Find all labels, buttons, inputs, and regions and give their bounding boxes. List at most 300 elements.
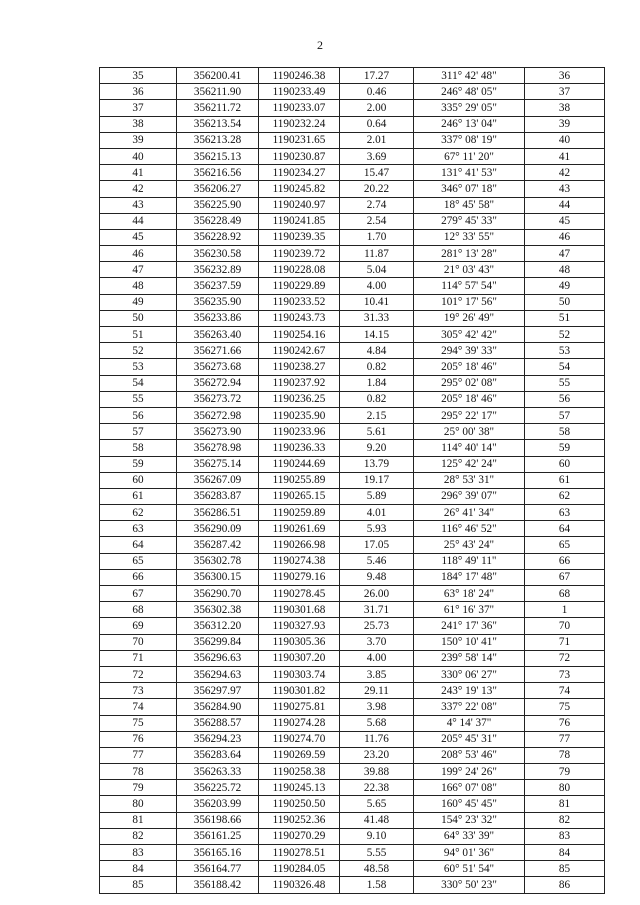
x-coordinate-cell: 356225.90: [177, 197, 259, 213]
point-number-cell: 64: [100, 537, 177, 553]
next-point-cell: 79: [525, 764, 605, 780]
next-point-cell: 53: [525, 343, 605, 359]
bearing-cell: 205° 18' 46": [414, 359, 525, 375]
y-coordinate-cell: 1190327.93: [259, 618, 340, 634]
next-point-cell: 40: [525, 132, 605, 148]
table-row: [100, 262, 605, 278]
bearing-cell: 131° 41' 53": [414, 165, 525, 181]
x-coordinate-cell: 356211.72: [177, 100, 259, 116]
distance-cell: 13.79: [340, 456, 414, 472]
distance-cell: 3.98: [340, 699, 414, 715]
table-row: [100, 586, 605, 602]
x-coordinate-cell: 356273.72: [177, 391, 259, 407]
distance-cell: 20.22: [340, 181, 414, 197]
x-coordinate-cell: 356300.15: [177, 569, 259, 585]
distance-cell: 48.58: [340, 861, 414, 877]
distance-cell: 29.11: [340, 683, 414, 699]
point-number-cell: 59: [100, 456, 177, 472]
y-coordinate-cell: 1190274.70: [259, 731, 340, 747]
table-row: [100, 505, 605, 521]
table-row: [100, 521, 605, 537]
x-coordinate-cell: 356294.63: [177, 666, 259, 682]
x-coordinate-cell: 356228.92: [177, 229, 259, 245]
next-point-cell: 56: [525, 391, 605, 407]
x-coordinate-cell: 356188.42: [177, 877, 259, 893]
distance-cell: 4.01: [340, 505, 414, 521]
table-row: [100, 116, 605, 132]
x-coordinate-cell: 356302.78: [177, 553, 259, 569]
distance-cell: 5.46: [340, 553, 414, 569]
point-number-cell: 67: [100, 586, 177, 602]
bearing-cell: 239° 58' 14": [414, 650, 525, 666]
next-point-cell: 37: [525, 84, 605, 100]
y-coordinate-cell: 1190301.68: [259, 602, 340, 618]
distance-cell: 5.61: [340, 424, 414, 440]
x-coordinate-cell: 356272.98: [177, 407, 259, 423]
distance-cell: 25.73: [340, 618, 414, 634]
distance-cell: 31.71: [340, 602, 414, 618]
table-row: [100, 424, 605, 440]
y-coordinate-cell: 1190275.81: [259, 699, 340, 715]
table-row: [100, 634, 605, 650]
y-coordinate-cell: 1190255.89: [259, 472, 340, 488]
distance-cell: 2.54: [340, 213, 414, 229]
bearing-cell: 160° 45' 45": [414, 796, 525, 812]
point-number-cell: 46: [100, 246, 177, 262]
next-point-cell: 75: [525, 699, 605, 715]
table-row: [100, 84, 605, 100]
next-point-cell: 48: [525, 262, 605, 278]
x-coordinate-cell: 356284.90: [177, 699, 259, 715]
table-row: [100, 165, 605, 181]
bearing-cell: 150° 10' 41": [414, 634, 525, 650]
table-row: [100, 666, 605, 682]
y-coordinate-cell: 1190278.45: [259, 586, 340, 602]
y-coordinate-cell: 1190254.16: [259, 327, 340, 343]
y-coordinate-cell: 1190326.48: [259, 877, 340, 893]
point-number-cell: 37: [100, 100, 177, 116]
bearing-cell: 335° 29' 05": [414, 100, 525, 116]
x-coordinate-cell: 356200.41: [177, 68, 259, 84]
point-number-cell: 44: [100, 213, 177, 229]
bearing-cell: 114° 40' 14": [414, 440, 525, 456]
x-coordinate-cell: 356235.90: [177, 294, 259, 310]
table-row: [100, 715, 605, 731]
y-coordinate-cell: 1190239.72: [259, 246, 340, 262]
bearing-cell: 330° 06' 27": [414, 666, 525, 682]
distance-cell: 4.00: [340, 278, 414, 294]
distance-cell: 0.82: [340, 359, 414, 375]
x-coordinate-cell: 356287.42: [177, 537, 259, 553]
table-row: [100, 456, 605, 472]
y-coordinate-cell: 1190232.24: [259, 116, 340, 132]
x-coordinate-cell: 356283.64: [177, 747, 259, 763]
next-point-cell: 82: [525, 812, 605, 828]
bearing-cell: 154° 23' 32": [414, 812, 525, 828]
y-coordinate-cell: 1190259.89: [259, 505, 340, 521]
bearing-cell: 311° 42' 48": [414, 68, 525, 84]
table-row: [100, 343, 605, 359]
point-number-cell: 78: [100, 764, 177, 780]
point-number-cell: 63: [100, 521, 177, 537]
next-point-cell: 77: [525, 731, 605, 747]
x-coordinate-cell: 356273.90: [177, 424, 259, 440]
table-row: [100, 683, 605, 699]
bearing-cell: 246° 48' 05": [414, 84, 525, 100]
table-row: [100, 845, 605, 861]
y-coordinate-cell: 1190245.13: [259, 780, 340, 796]
bearing-cell: 279° 45' 33": [414, 213, 525, 229]
x-coordinate-cell: 356272.94: [177, 375, 259, 391]
next-point-cell: 76: [525, 715, 605, 731]
next-point-cell: 85: [525, 861, 605, 877]
bearing-cell: 246° 13' 04": [414, 116, 525, 132]
distance-cell: 3.70: [340, 634, 414, 650]
table-row: [100, 68, 605, 84]
distance-cell: 2.15: [340, 407, 414, 423]
table-row: [100, 877, 605, 893]
bearing-cell: 166° 07' 08": [414, 780, 525, 796]
table-row: [100, 197, 605, 213]
y-coordinate-cell: 1190228.08: [259, 262, 340, 278]
y-coordinate-cell: 1190236.33: [259, 440, 340, 456]
point-number-cell: 47: [100, 262, 177, 278]
y-coordinate-cell: 1190301.82: [259, 683, 340, 699]
x-coordinate-cell: 356213.54: [177, 116, 259, 132]
y-coordinate-cell: 1190250.50: [259, 796, 340, 812]
table-row: [100, 553, 605, 569]
distance-cell: 9.20: [340, 440, 414, 456]
point-number-cell: 69: [100, 618, 177, 634]
table-row: [100, 310, 605, 326]
table-row: [100, 294, 605, 310]
distance-cell: 23.20: [340, 747, 414, 763]
x-coordinate-cell: 356228.49: [177, 213, 259, 229]
distance-cell: 31.33: [340, 310, 414, 326]
table-row: [100, 747, 605, 763]
next-point-cell: 78: [525, 747, 605, 763]
y-coordinate-cell: 1190274.38: [259, 553, 340, 569]
bearing-cell: 116° 46' 52": [414, 521, 525, 537]
distance-cell: 5.89: [340, 488, 414, 504]
table-row: [100, 181, 605, 197]
bearing-cell: 114° 57' 54": [414, 278, 525, 294]
y-coordinate-cell: 1190242.67: [259, 343, 340, 359]
next-point-cell: 84: [525, 845, 605, 861]
next-point-cell: 46: [525, 229, 605, 245]
y-coordinate-cell: 1190234.27: [259, 165, 340, 181]
bearing-cell: 330° 50' 23": [414, 877, 525, 893]
bearing-cell: 101° 17' 56": [414, 294, 525, 310]
y-coordinate-cell: 1190245.82: [259, 181, 340, 197]
distance-cell: 9.10: [340, 828, 414, 844]
distance-cell: 10.41: [340, 294, 414, 310]
table-row: [100, 569, 605, 585]
table-row: [100, 828, 605, 844]
bearing-cell: 63° 18' 24": [414, 586, 525, 602]
next-point-cell: 70: [525, 618, 605, 634]
bearing-cell: 21° 03' 43": [414, 262, 525, 278]
next-point-cell: 60: [525, 456, 605, 472]
distance-cell: 0.64: [340, 116, 414, 132]
table-row: [100, 699, 605, 715]
x-coordinate-cell: 356206.27: [177, 181, 259, 197]
distance-cell: 2.01: [340, 132, 414, 148]
distance-cell: 39.88: [340, 764, 414, 780]
distance-cell: 9.48: [340, 569, 414, 585]
point-number-cell: 53: [100, 359, 177, 375]
distance-cell: 2.00: [340, 100, 414, 116]
next-point-cell: 61: [525, 472, 605, 488]
x-coordinate-cell: 356283.87: [177, 488, 259, 504]
point-number-cell: 55: [100, 391, 177, 407]
bearing-cell: 305° 42' 42": [414, 327, 525, 343]
x-coordinate-cell: 356290.70: [177, 586, 259, 602]
bearing-cell: 60° 51' 54": [414, 861, 525, 877]
point-number-cell: 84: [100, 861, 177, 877]
point-number-cell: 42: [100, 181, 177, 197]
point-number-cell: 85: [100, 877, 177, 893]
x-coordinate-cell: 356278.98: [177, 440, 259, 456]
next-point-cell: 55: [525, 375, 605, 391]
point-number-cell: 82: [100, 828, 177, 844]
point-number-cell: 74: [100, 699, 177, 715]
y-coordinate-cell: 1190230.87: [259, 148, 340, 164]
distance-cell: 1.58: [340, 877, 414, 893]
point-number-cell: 71: [100, 650, 177, 666]
point-number-cell: 70: [100, 634, 177, 650]
point-number-cell: 65: [100, 553, 177, 569]
bearing-cell: 25° 00' 38": [414, 424, 525, 440]
point-number-cell: 49: [100, 294, 177, 310]
next-point-cell: 80: [525, 780, 605, 796]
table-row: [100, 812, 605, 828]
bearing-cell: 67° 11' 20": [414, 148, 525, 164]
distance-cell: 1.70: [340, 229, 414, 245]
bearing-cell: 294° 39' 33": [414, 343, 525, 359]
x-coordinate-cell: 356275.14: [177, 456, 259, 472]
x-coordinate-cell: 356290.09: [177, 521, 259, 537]
distance-cell: 17.05: [340, 537, 414, 553]
distance-cell: 5.68: [340, 715, 414, 731]
y-coordinate-cell: 1190266.98: [259, 537, 340, 553]
point-number-cell: 68: [100, 602, 177, 618]
point-number-cell: 41: [100, 165, 177, 181]
point-number-cell: 60: [100, 472, 177, 488]
x-coordinate-cell: 356216.56: [177, 165, 259, 181]
point-number-cell: 58: [100, 440, 177, 456]
y-coordinate-cell: 1190239.35: [259, 229, 340, 245]
table-row: [100, 537, 605, 553]
x-coordinate-cell: 356164.77: [177, 861, 259, 877]
next-point-cell: 44: [525, 197, 605, 213]
table-row: [100, 100, 605, 116]
point-number-cell: 52: [100, 343, 177, 359]
coordinates-table: [99, 67, 605, 894]
x-coordinate-cell: 356296.63: [177, 650, 259, 666]
next-point-cell: 81: [525, 796, 605, 812]
table-row: [100, 246, 605, 262]
table-row: [100, 764, 605, 780]
table-row: [100, 780, 605, 796]
next-point-cell: 45: [525, 213, 605, 229]
y-coordinate-cell: 1190258.38: [259, 764, 340, 780]
distance-cell: 3.69: [340, 148, 414, 164]
point-number-cell: 36: [100, 84, 177, 100]
point-number-cell: 81: [100, 812, 177, 828]
table-row: [100, 472, 605, 488]
y-coordinate-cell: 1190265.15: [259, 488, 340, 504]
point-number-cell: 83: [100, 845, 177, 861]
distance-cell: 0.82: [340, 391, 414, 407]
distance-cell: 5.65: [340, 796, 414, 812]
bearing-cell: 19° 26' 49": [414, 310, 525, 326]
next-point-cell: 57: [525, 407, 605, 423]
y-coordinate-cell: 1190236.25: [259, 391, 340, 407]
next-point-cell: 1: [525, 602, 605, 618]
x-coordinate-cell: 356302.38: [177, 602, 259, 618]
x-coordinate-cell: 356263.40: [177, 327, 259, 343]
y-coordinate-cell: 1190252.36: [259, 812, 340, 828]
y-coordinate-cell: 1190284.05: [259, 861, 340, 877]
x-coordinate-cell: 356237.59: [177, 278, 259, 294]
distance-cell: 14.15: [340, 327, 414, 343]
bearing-cell: 118° 49' 11": [414, 553, 525, 569]
x-coordinate-cell: 356161.25: [177, 828, 259, 844]
point-number-cell: 50: [100, 310, 177, 326]
bearing-cell: 295° 22' 17": [414, 407, 525, 423]
y-coordinate-cell: 1190269.59: [259, 747, 340, 763]
distance-cell: 26.00: [340, 586, 414, 602]
x-coordinate-cell: 356225.72: [177, 780, 259, 796]
x-coordinate-cell: 356294.23: [177, 731, 259, 747]
y-coordinate-cell: 1190261.69: [259, 521, 340, 537]
y-coordinate-cell: 1190243.73: [259, 310, 340, 326]
x-coordinate-cell: 356288.57: [177, 715, 259, 731]
table-row: [100, 618, 605, 634]
y-coordinate-cell: 1190229.89: [259, 278, 340, 294]
x-coordinate-cell: 356297.97: [177, 683, 259, 699]
y-coordinate-cell: 1190240.97: [259, 197, 340, 213]
next-point-cell: 43: [525, 181, 605, 197]
bearing-cell: 64° 33' 39": [414, 828, 525, 844]
point-number-cell: 75: [100, 715, 177, 731]
next-point-cell: 62: [525, 488, 605, 504]
bearing-cell: 184° 17' 48": [414, 569, 525, 585]
point-number-cell: 62: [100, 505, 177, 521]
distance-cell: 3.85: [340, 666, 414, 682]
next-point-cell: 67: [525, 569, 605, 585]
x-coordinate-cell: 356215.13: [177, 148, 259, 164]
next-point-cell: 58: [525, 424, 605, 440]
point-number-cell: 57: [100, 424, 177, 440]
bearing-cell: 125° 42' 24": [414, 456, 525, 472]
y-coordinate-cell: 1190238.27: [259, 359, 340, 375]
bearing-cell: 18° 45' 58": [414, 197, 525, 213]
x-coordinate-cell: 356203.99: [177, 796, 259, 812]
x-coordinate-cell: 356267.09: [177, 472, 259, 488]
point-number-cell: 35: [100, 68, 177, 84]
bearing-cell: 208° 53' 46": [414, 747, 525, 763]
point-number-cell: 38: [100, 116, 177, 132]
next-point-cell: 41: [525, 148, 605, 164]
bearing-cell: 243° 19' 13": [414, 683, 525, 699]
point-number-cell: 73: [100, 683, 177, 699]
y-coordinate-cell: 1190233.07: [259, 100, 340, 116]
next-point-cell: 39: [525, 116, 605, 132]
y-coordinate-cell: 1190246.38: [259, 68, 340, 84]
next-point-cell: 74: [525, 683, 605, 699]
table-row: [100, 327, 605, 343]
bearing-cell: 4° 14' 37": [414, 715, 525, 731]
bearing-cell: 94° 01' 36": [414, 845, 525, 861]
x-coordinate-cell: 356165.16: [177, 845, 259, 861]
next-point-cell: 59: [525, 440, 605, 456]
bearing-cell: 337° 22' 08": [414, 699, 525, 715]
bearing-cell: 12° 33' 55": [414, 229, 525, 245]
x-coordinate-cell: 356263.33: [177, 764, 259, 780]
bearing-cell: 205° 45' 31": [414, 731, 525, 747]
y-coordinate-cell: 1190244.69: [259, 456, 340, 472]
bearing-cell: 346° 07' 18": [414, 181, 525, 197]
x-coordinate-cell: 356233.86: [177, 310, 259, 326]
point-number-cell: 45: [100, 229, 177, 245]
distance-cell: 4.84: [340, 343, 414, 359]
next-point-cell: 52: [525, 327, 605, 343]
x-coordinate-cell: 356198.66: [177, 812, 259, 828]
point-number-cell: 72: [100, 666, 177, 682]
y-coordinate-cell: 1190270.29: [259, 828, 340, 844]
table-row: [100, 731, 605, 747]
point-number-cell: 56: [100, 407, 177, 423]
table-row: [100, 488, 605, 504]
distance-cell: 5.93: [340, 521, 414, 537]
bearing-cell: 61° 16' 37": [414, 602, 525, 618]
y-coordinate-cell: 1190241.85: [259, 213, 340, 229]
point-number-cell: 54: [100, 375, 177, 391]
distance-cell: 11.76: [340, 731, 414, 747]
distance-cell: 22.38: [340, 780, 414, 796]
point-number-cell: 39: [100, 132, 177, 148]
x-coordinate-cell: 356312.20: [177, 618, 259, 634]
point-number-cell: 61: [100, 488, 177, 504]
y-coordinate-cell: 1190231.65: [259, 132, 340, 148]
table-row: [100, 602, 605, 618]
next-point-cell: 36: [525, 68, 605, 84]
next-point-cell: 47: [525, 246, 605, 262]
x-coordinate-cell: 356271.66: [177, 343, 259, 359]
table-row: [100, 440, 605, 456]
bearing-cell: 296° 39' 07": [414, 488, 525, 504]
table-row: [100, 796, 605, 812]
x-coordinate-cell: 356211.90: [177, 84, 259, 100]
next-point-cell: 51: [525, 310, 605, 326]
y-coordinate-cell: 1190278.51: [259, 845, 340, 861]
y-coordinate-cell: 1190307.20: [259, 650, 340, 666]
coordinates-table-body: [100, 68, 605, 894]
x-coordinate-cell: 356230.58: [177, 246, 259, 262]
next-point-cell: 49: [525, 278, 605, 294]
next-point-cell: 63: [525, 505, 605, 521]
point-number-cell: 79: [100, 780, 177, 796]
next-point-cell: 83: [525, 828, 605, 844]
x-coordinate-cell: 356299.84: [177, 634, 259, 650]
y-coordinate-cell: 1190303.74: [259, 666, 340, 682]
next-point-cell: 42: [525, 165, 605, 181]
point-number-cell: 40: [100, 148, 177, 164]
table-row: [100, 229, 605, 245]
y-coordinate-cell: 1190233.96: [259, 424, 340, 440]
